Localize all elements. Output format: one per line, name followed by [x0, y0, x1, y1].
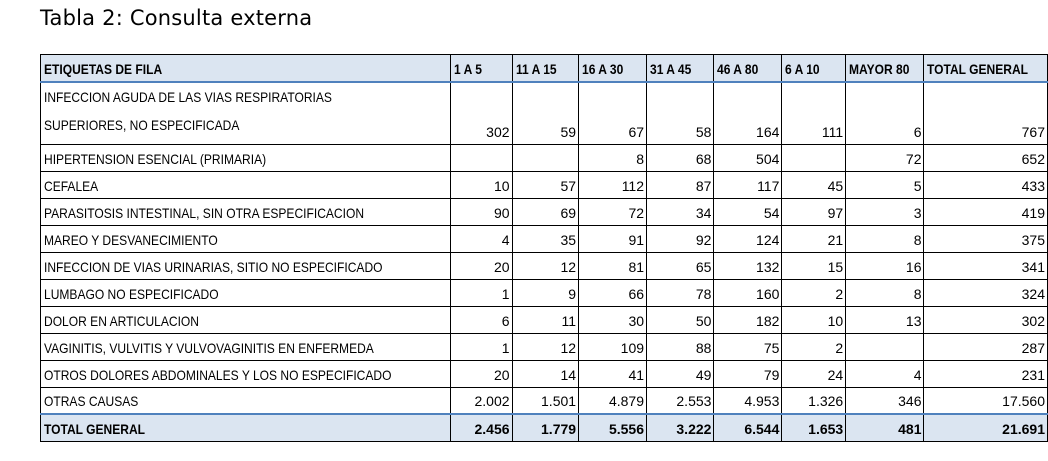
total-cell[interactable]: 5.556 — [579, 414, 647, 441]
row-label[interactable]: DOLOR EN ARTICULACION — [41, 306, 451, 333]
row-label[interactable]: PARASITOSIS INTESTINAL, SIN OTRA ESPECIFICACION — [41, 198, 451, 225]
column-header[interactable]: 16 A 30 — [579, 55, 647, 82]
table-cell[interactable]: 50 — [647, 306, 714, 333]
table-cell[interactable]: 91 — [579, 225, 647, 252]
table-cell[interactable]: 2.002 — [451, 387, 513, 414]
table-cell[interactable]: 2 — [782, 333, 846, 360]
table-cell[interactable] — [451, 144, 513, 171]
column-header[interactable]: 46 A 80 — [714, 55, 782, 82]
table-cell[interactable]: 20 — [451, 360, 513, 387]
table-cell[interactable]: 88 — [647, 333, 714, 360]
table-row — [41, 360, 1048, 387]
table-cell[interactable]: 433 — [924, 171, 1048, 198]
table-cell[interactable]: 35 — [512, 225, 579, 252]
table-cell[interactable]: 97 — [782, 198, 846, 225]
table-cell[interactable]: 504 — [714, 144, 782, 171]
table-cell[interactable]: 1.326 — [782, 387, 846, 414]
column-header[interactable]: TOTAL GENERAL — [924, 55, 1048, 82]
table-cell[interactable]: 13 — [846, 306, 924, 333]
column-header[interactable]: MAYOR 80 — [846, 55, 924, 82]
table-cell[interactable]: 49 — [647, 360, 714, 387]
table-cell[interactable]: 21 — [782, 225, 846, 252]
table-cell[interactable]: 160 — [714, 279, 782, 306]
table-cell[interactable]: 20 — [451, 252, 513, 279]
table-cell[interactable]: 57 — [512, 171, 579, 198]
table-cell[interactable]: 15 — [782, 252, 846, 279]
row-label[interactable]: INFECCION DE VIAS URINARIAS, SITIO NO ESPECIFICADO — [41, 252, 451, 279]
table-cell[interactable]: 1 — [451, 279, 513, 306]
table-cell[interactable]: 4.953 — [714, 387, 782, 414]
total-label[interactable]: TOTAL GENERAL — [41, 414, 451, 441]
table-cell[interactable]: 9 — [512, 279, 579, 306]
table-cell[interactable]: 5 — [846, 171, 924, 198]
column-header[interactable]: 11 A 15 — [512, 55, 579, 82]
row-label[interactable]: CEFALEA — [41, 171, 451, 198]
row-label[interactable]: OTRAS CAUSAS — [41, 387, 451, 414]
table-cell[interactable]: 11 — [512, 306, 579, 333]
table-cell[interactable]: 287 — [924, 333, 1048, 360]
table-cell[interactable]: 164 — [714, 82, 782, 145]
table-cell[interactable]: 302 — [451, 82, 513, 145]
table-row — [41, 82, 1048, 145]
row-label[interactable]: OTROS DOLORES ABDOMINALES Y LOS NO ESPECIFICADO — [41, 360, 451, 387]
table-cell[interactable]: 72 — [579, 198, 647, 225]
table-row — [41, 333, 1048, 360]
table-cell[interactable] — [846, 333, 924, 360]
table-cell[interactable] — [512, 144, 579, 171]
table-cell[interactable]: 69 — [512, 198, 579, 225]
table-cell[interactable]: 41 — [579, 360, 647, 387]
table-row — [41, 252, 1048, 279]
table-cell[interactable]: 4 — [451, 225, 513, 252]
table-cell[interactable]: 324 — [924, 279, 1048, 306]
total-cell[interactable]: 3.222 — [647, 414, 714, 441]
table-cell[interactable]: 65 — [647, 252, 714, 279]
table-cell[interactable]: 17.560 — [924, 387, 1048, 414]
table-cell[interactable]: 111 — [782, 82, 846, 145]
header-row — [41, 55, 1048, 82]
total-row — [41, 414, 1048, 441]
table-cell[interactable]: 90 — [451, 198, 513, 225]
total-cell[interactable]: 21.691 — [924, 414, 1048, 441]
table-cell[interactable]: 4 — [846, 360, 924, 387]
table-cell[interactable]: 8 — [579, 144, 647, 171]
table-cell[interactable]: 3 — [846, 198, 924, 225]
table-cell[interactable]: 182 — [714, 306, 782, 333]
table-cell[interactable]: 78 — [647, 279, 714, 306]
table-cell[interactable]: 109 — [579, 333, 647, 360]
total-cell[interactable]: 1.653 — [782, 414, 846, 441]
table-cell[interactable]: 67 — [579, 82, 647, 145]
table-cell[interactable]: 92 — [647, 225, 714, 252]
table-row — [41, 198, 1048, 225]
total-cell[interactable]: 481 — [846, 414, 924, 441]
table-cell[interactable]: 767 — [924, 82, 1048, 145]
table-cell[interactable] — [782, 144, 846, 171]
data-table — [40, 54, 1048, 442]
table-cell[interactable]: 4.879 — [579, 387, 647, 414]
table-cell[interactable]: 1 — [451, 333, 513, 360]
total-cell[interactable]: 6.544 — [714, 414, 782, 441]
table-cell[interactable]: 45 — [782, 171, 846, 198]
table-cell[interactable]: 12 — [512, 252, 579, 279]
table-row — [41, 279, 1048, 306]
table-cell[interactable]: 12 — [512, 333, 579, 360]
table-row — [41, 144, 1048, 171]
table-cell[interactable]: 1.501 — [512, 387, 579, 414]
table-row — [41, 306, 1048, 333]
table-cell[interactable]: 6 — [846, 82, 924, 145]
table-cell[interactable]: 54 — [714, 198, 782, 225]
total-cell[interactable]: 1.779 — [512, 414, 579, 441]
table-cell[interactable]: 132 — [714, 252, 782, 279]
table-cell[interactable]: 66 — [579, 279, 647, 306]
table-cell[interactable]: 231 — [924, 360, 1048, 387]
column-header[interactable]: 31 A 45 — [647, 55, 714, 82]
table-cell[interactable]: 8 — [846, 225, 924, 252]
table-cell[interactable]: 124 — [714, 225, 782, 252]
table-cell[interactable]: 302 — [924, 306, 1048, 333]
page-title: Tabla 2: Consulta externa — [40, 6, 313, 30]
table-row — [41, 171, 1048, 198]
table-row — [41, 387, 1048, 414]
row-label[interactable]: HIPERTENSION ESENCIAL (PRIMARIA) — [41, 144, 451, 171]
column-header[interactable]: 1 A 5 — [451, 55, 513, 82]
table-cell[interactable]: 112 — [579, 171, 647, 198]
table-row — [41, 225, 1048, 252]
table-cell[interactable]: 375 — [924, 225, 1048, 252]
table-cell[interactable]: 16 — [846, 252, 924, 279]
table-cell[interactable]: 8 — [846, 279, 924, 306]
row-label[interactable]: INFECCION AGUDA DE LAS VIAS RESPIRATORIAS SUPERIORES, NO ESPECIFICADA — [41, 82, 451, 145]
table-cell[interactable]: 6 — [451, 306, 513, 333]
table-cell[interactable]: 341 — [924, 252, 1048, 279]
column-header[interactable]: ETIQUETAS DE FILA — [41, 55, 451, 82]
table-cell[interactable]: 346 — [846, 387, 924, 414]
table-cell[interactable]: 75 — [714, 333, 782, 360]
table-cell[interactable]: 30 — [579, 306, 647, 333]
table-cell[interactable]: 2.553 — [647, 387, 714, 414]
table-cell[interactable]: 79 — [714, 360, 782, 387]
row-label[interactable]: VAGINITIS, VULVITIS Y VULVOVAGINITIS EN ENFERMEDA — [41, 333, 451, 360]
table-cell[interactable]: 2 — [782, 279, 846, 306]
table-cell[interactable]: 10 — [451, 171, 513, 198]
table-cell[interactable]: 10 — [782, 306, 846, 333]
table-cell[interactable]: 58 — [647, 82, 714, 145]
table-cell[interactable]: 419 — [924, 198, 1048, 225]
table-cell[interactable]: 87 — [647, 171, 714, 198]
table-cell[interactable]: 72 — [846, 144, 924, 171]
total-cell[interactable]: 2.456 — [451, 414, 513, 441]
table-cell[interactable]: 68 — [647, 144, 714, 171]
table-cell[interactable]: 81 — [579, 252, 647, 279]
row-label[interactable]: MAREO Y DESVANECIMIENTO — [41, 225, 451, 252]
row-label[interactable]: LUMBAGO NO ESPECIFICADO — [41, 279, 451, 306]
table-cell[interactable]: 14 — [512, 360, 579, 387]
table-cell[interactable]: 24 — [782, 360, 846, 387]
table-cell[interactable]: 117 — [714, 171, 782, 198]
table-cell[interactable]: 34 — [647, 198, 714, 225]
table-cell[interactable]: 59 — [512, 82, 579, 145]
column-header[interactable]: 6 A 10 — [782, 55, 846, 82]
table-cell[interactable]: 652 — [924, 144, 1048, 171]
